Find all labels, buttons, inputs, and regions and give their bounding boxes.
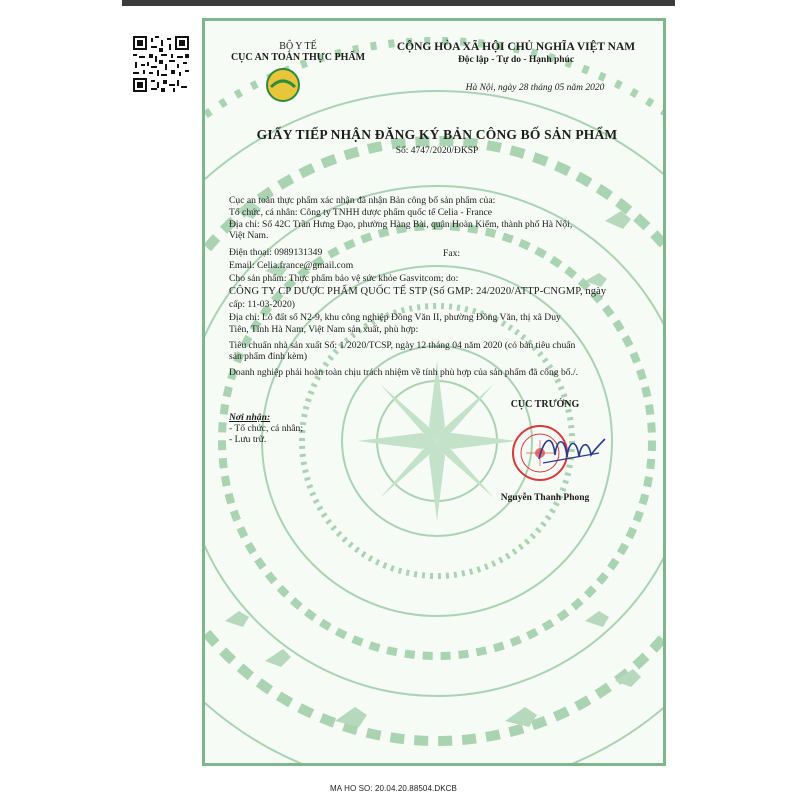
country-name: CỘNG HÒA XÃ HỘI CHỦ NGHĨA VIỆT NAM <box>396 41 636 53</box>
recipients-block <box>229 412 303 445</box>
recipients-title: Nơi nhận: <box>229 412 271 423</box>
phone: Điện thoại: 0989131349 <box>229 247 323 258</box>
standard-line-1: Tiêu chuẩn nhà sản xuất Số: 1/2020/TCSP, ngày 12 tháng 04 năm 2020 (có bản tiêu chuẩn <box>229 340 576 351</box>
manufacturer-address-2: Tiên, Tỉnh Hà Nam, Việt Nam sản xuất, phù hợp: <box>229 324 419 335</box>
manufacturer-line-2: cấp: 11-03-2020) <box>229 299 295 310</box>
email: Email: Celia.france@gmail.com <box>229 260 354 271</box>
standard-line-2: sản phẩm đính kèm) <box>229 351 308 362</box>
signer-name: Nguyễn Thanh Phong <box>500 493 590 503</box>
fax: Fax: <box>443 248 461 259</box>
document-number: Số: 4747/2020/ĐKSP <box>395 146 479 156</box>
recipient-item: - Lưu trữ. <box>229 434 267 445</box>
address-line-2: Việt Nam. <box>229 230 269 241</box>
agency-name: CỤC AN TOÀN THỰC PHẨM <box>230 52 366 63</box>
recipient-item: - Tổ chức, cá nhân; <box>229 423 304 434</box>
document-title: GIẤY TIẾP NHẬN ĐĂNG KÝ BẢN CÔNG BỐ SẢN PHẨM <box>256 127 618 142</box>
issuer-header <box>223 41 373 63</box>
intro-text: Cục an toàn thực phẩm xác nhận đã nhận Bản công bố sản phẩm của: <box>229 195 496 206</box>
ministry-name: BỘ Y TẾ <box>279 41 317 52</box>
motto: Độc lập - Tự do - Hạnh phúc <box>457 55 575 65</box>
national-header <box>373 41 659 66</box>
address-line-1: Địa chỉ: Số 42C Trần Hưng Đạo, phường Hàng Bài, quận Hoàn Kiếm, thành phố Hà Nội, <box>229 219 573 230</box>
qr-code <box>133 36 189 92</box>
certificate <box>202 18 666 766</box>
manufacturer-address-1: Địa chỉ: Lô đất số N2-9, khu công nghiệp Đồng Văn II, phường Đồng Văn, thị xã Duy <box>229 312 561 323</box>
dossier-code: MA HO SO: 20.04.20.88504.DKCB <box>330 784 457 793</box>
issue-date: Hà Nội, ngày 28 tháng 05 năm 2020 <box>465 83 605 93</box>
responsibility-statement: Doanh nghiệp phải hoàn toàn chịu trách nhiệm về tính phù hợp của sản phẩm đã công bố./. <box>229 367 579 378</box>
handwritten-signature <box>535 429 607 469</box>
signer-role: CỤC TRƯỞNG <box>510 399 580 410</box>
organization: Tổ chức, cá nhân: Công ty TNHH dược phẩm quốc tế Celia - France <box>229 207 493 218</box>
manufacturer-line-1: CÔNG TY CP DƯỢC PHẨM QUỐC TẾ STP (Số GMP: 24/2020/ATTP-CNGMP, ngày <box>229 286 607 297</box>
vfa-logo <box>265 67 301 103</box>
top-bar <box>122 0 675 6</box>
product-line: Cho sản phẩm: Thực phẩm bảo vệ sức khỏe Gasvitcom; do: <box>229 273 459 284</box>
